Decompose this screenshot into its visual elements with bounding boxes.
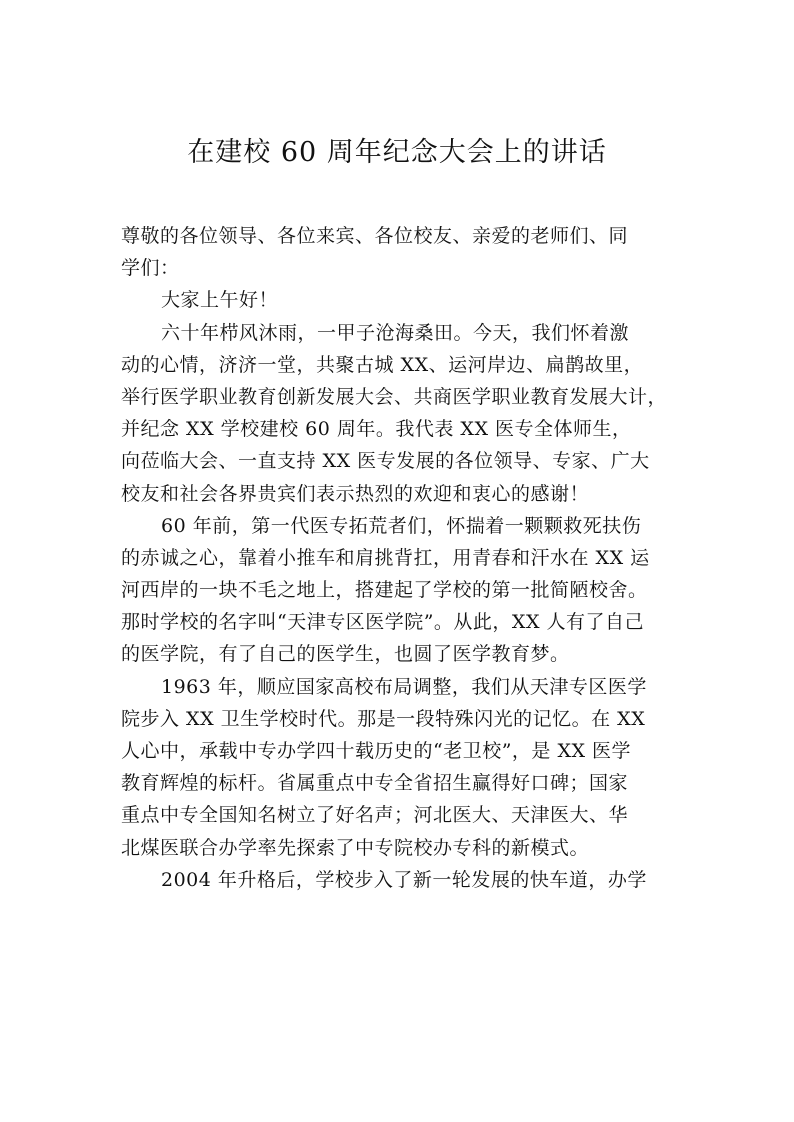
paragraph-3-line-4: 教育辉煌的标杆。省属重点中专全省招生赢得好口碑；国家 [121,772,629,795]
paragraph-1-line-4: 并纪念 XX 学校建校 60 周年。我代表 XX 医专全体师生， [121,418,632,441]
paragraph-1-line-1: 六十年栉风沐雨，一甲子沧海桑田。今天，我们怀着激 [161,321,630,344]
paragraph-1-line-5: 向莅临大会、一直支持 XX 医专发展的各位领导、专家、广大 [121,450,650,473]
paragraph-2-line-1: 60 年前，第一代医专拓荒者们，怀揣着一颗颗救死扶伤 [161,514,642,537]
paragraph-3-line-2: 院步入 XX 卫生学校时代。那是一段特殊闪光的记忆。在 XX [121,707,646,730]
paragraph-3-line-1: 1963 年，顺应国家高校布局调整，我们从天津专区医学 [161,675,647,698]
document-title: 在建校 60 周年纪念大会上的讲话 [187,137,607,168]
paragraph-3-line-6: 北煤医联合办学率先探索了中专院校办专科的新模式。 [121,836,590,859]
paragraph-4-line-1: 2004 年升格后，学校步入了新一轮发展的快车道，办学 [161,868,647,891]
paragraph-2-line-2: 的赤诚之心，靠着小推车和肩挑背扛，用青春和汗水在 XX 运 [121,546,650,569]
paragraph-1-line-2: 动的心情，济济一堂，共聚古城 XX、运河岸边、扁鹊故里， [121,353,644,376]
document-body [121,220,673,896]
paragraph-2-line-5: 的医学院，有了自己的医学生，也圆了医学教育梦。 [121,643,570,666]
paragraph-2-line-4: 那时学校的名字叫“天津专区医学院”。从此，XX 人有了自己 [121,611,645,634]
salutation-line-2: 学们： [121,257,180,280]
paragraph-3-line-3: 人心中，承载中专办学四十载历史的“老卫校”，是 XX 医学 [121,740,632,762]
paragraph-2-line-3: 河西岸的一块不毛之地上，搭建起了学校的第一批简陋校舍。 [121,579,648,602]
paragraph-1-line-6: 校友和社会各界贵宾们表示热烈的欢迎和衷心的感谢！ [121,482,590,505]
paragraph-1-line-3: 举行医学职业教育创新发展大会、共商医学职业教育发展大计， [121,385,668,408]
salutation-line-1: 尊敬的各位领导、各位来宾、各位校友、亲爱的老师们、同 [121,225,629,247]
greeting-line: 大家上午好！ [161,289,279,312]
paragraph-3-line-5: 重点中专全国知名树立了好名声；河北医大、天津医大、华 [121,804,629,827]
